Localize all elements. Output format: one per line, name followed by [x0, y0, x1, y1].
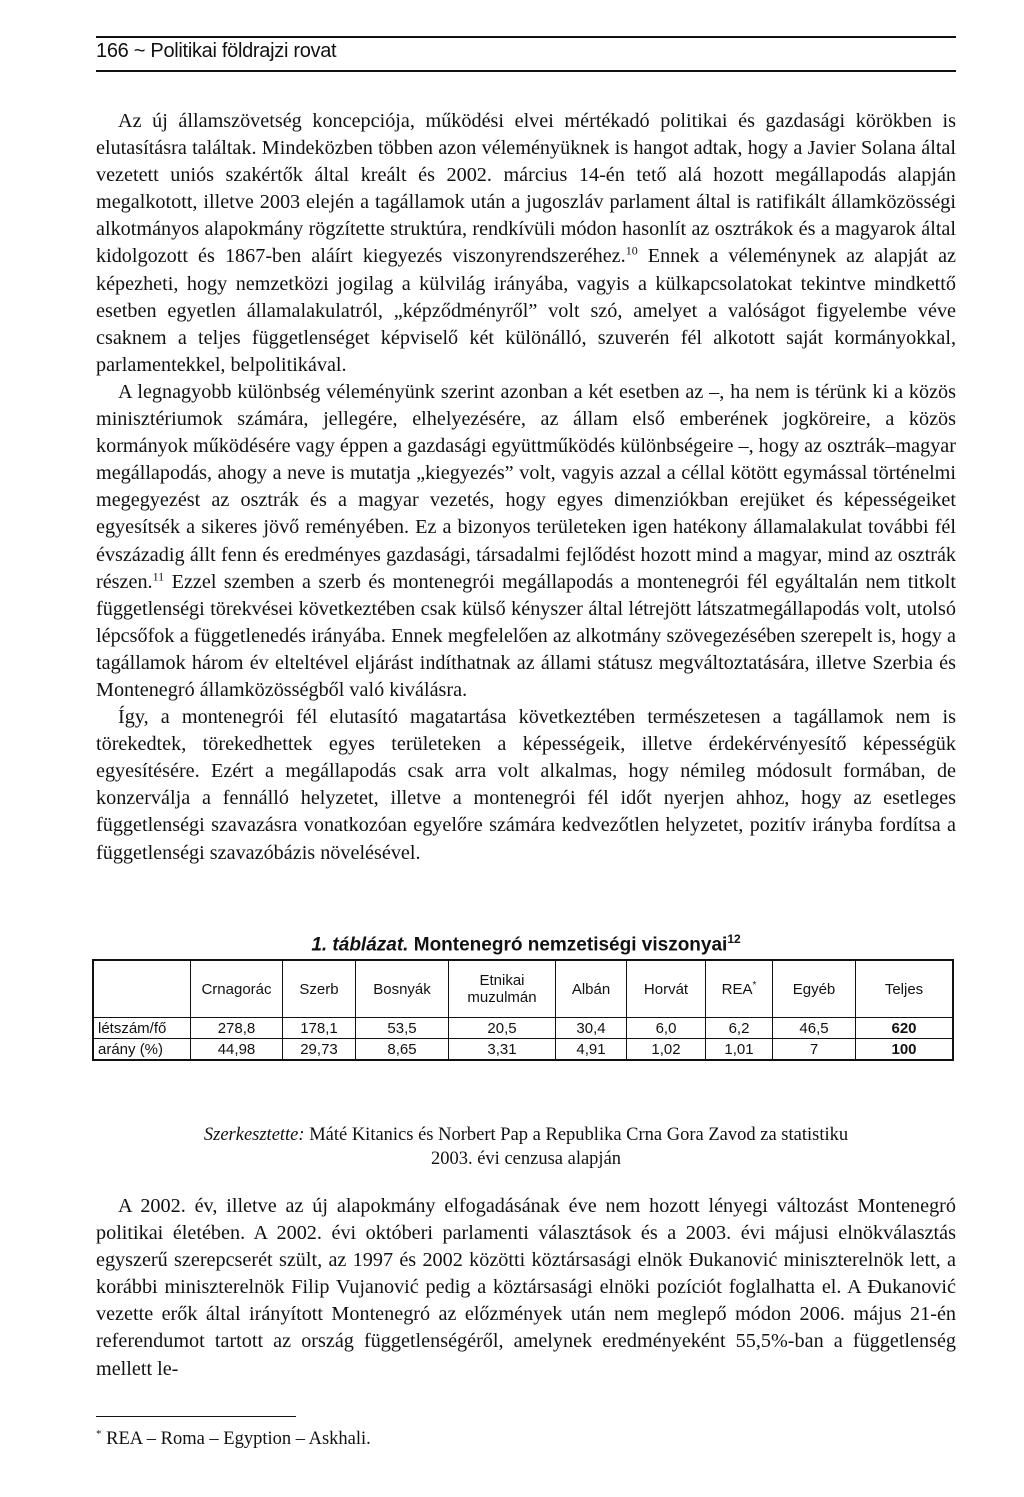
table-cell: 7 [773, 1039, 856, 1061]
table-title: 1. táblázat. Montenegró nemzetiségi viszonyai$^{12}$ [311, 932, 741, 956]
table-header-cell [93, 960, 191, 1018]
footnote-ref-11: 11 [152, 568, 165, 583]
table-cell: 53,5 [356, 1018, 449, 1039]
table-cell: 6,0 [627, 1018, 706, 1039]
table-header-cell: Szerb [283, 960, 356, 1018]
table-header-cell: Egyéb [773, 960, 856, 1018]
table-cell: 278,8 [191, 1018, 283, 1039]
paragraph-3: Így, a montenegrói fél elutasító magatartása következtében természetesen a tagállamok nem is törekedtek, törekedhettek egyes területeken a képességeik, illetve érdekérvényesítő képességük egyesítésére. Ezért a megállapodás csak arra volt alkalmas, hogy némileg módosult formában, de konzerválja a fennálló helyzetet, illetve a montenegrói fél időt nyerjen ahhoz, hogy az esetleges függetlenségi szavazásra vonatkozóan egyelőre számára kedvezőtlen helyzetet, pozitív irányba fordítsa a függetlenségi szavazóbázis növelésével. [96, 706, 956, 864]
header-separator: ~ [133, 40, 146, 62]
table-cell: 3,31 [449, 1039, 556, 1061]
paragraph-4: A 2002. év, illetve az új alapokmány elfogadásának éve nem hozott lényegi változást Montenegró politikai életében. A 2002. évi októberi parlamenti választások és a 2003. évi májusi elnökválasztás egyszerű szerepcserét szült, az 1997 és 2002 közötti köztársasági elnök Đukanović miniszterelnök lett, a korábbi miniszterelnök Filip Vujanović pedig a köztársasági elnöki pozíciót foglalhatta el. A Đukanović vezette erők által irányított Montenegró az előzmények után nem meglepő módon 2006. május 21-én referendumot tartott az ország függetlenségéről, amelynek eredményeként 55,5%-ban a függetlenség mellett le- [96, 1195, 956, 1380]
main-text-continued [96, 1193, 956, 1383]
table-header-cell: Crnagorác [191, 960, 283, 1018]
table-cell-total: 100 [856, 1039, 954, 1061]
footnote-rule [96, 1416, 296, 1417]
table-cell: 178,1 [283, 1018, 356, 1039]
table-header-cell: Horvát [627, 960, 706, 1018]
table-cell: 29,73 [283, 1039, 356, 1061]
table-header-row [93, 960, 953, 1018]
table-header-cell: REA* [706, 960, 773, 1018]
table-cell: 1,02 [627, 1039, 706, 1061]
header-top-rule [96, 36, 956, 38]
table-row [93, 1018, 953, 1039]
footnote-ref-10: 10 [625, 243, 638, 258]
table-cell: 30,4 [556, 1018, 627, 1039]
table-cell: 46,5 [773, 1018, 856, 1039]
row-label: létszám/fő [93, 1018, 191, 1039]
paragraph-1: Az új államszövetség koncepciója, működési elvei mértékadó politikai és gazdasági körökben is elutasításra találtak. Mindeközben többen azon véleményüknek is hangot adtak, hogy a Javier Solana által vezetett uniós szakértők által kreált és 2002. március 14-én tető alá hozott megállapodás alapján megalkotott, illetve 2003 elején a tagállamok után a jugoszláv parlament által is ratifikált államközösségi alkotmányos alapokmány rögzítette struktúra, rendkívüli módon hasonlít az osztrákok és a magyarok által kidolgozott és 1867-ben aláírt kiegyezés viszonyrendszeréhez.$^{10}$ Ennek a véleménynek az alapját az képezheti, hogy nemzetközi jogilag a külvilág irányába, vagyis a külkapcsolatokat tekintve mindkettő esetben egyetlen államalakulatról, „képződményről” volt szó, amelyet a valóságot figyelembe véve csaknem a teljes függetlenséget képviselő két különálló, szuverén fél alkotott saját kormányokkal, parlamentekkel, belpolitikával. [96, 110, 956, 376]
table-cell: 8,65 [356, 1039, 449, 1061]
table-cell: 6,2 [706, 1018, 773, 1039]
page-number: 166 [96, 40, 129, 62]
table-source: Szerkesztette: Máté Kitanics és Norbert Pap a Republika Crna Gora Zavod za statistiku 2003. évi cenzusa alapján [203, 1125, 849, 1169]
table-header-cell: Bosnyák [356, 960, 449, 1018]
table-header-cell: Teljes [856, 960, 954, 1018]
row-label: arány (%) [93, 1039, 191, 1061]
footnote-ref-12: 12 [727, 932, 741, 946]
table-cell: 44,98 [191, 1039, 283, 1061]
footnote: * REA – Roma – Egyption – Askhali. [96, 1428, 371, 1450]
section-title: Politikai földrajzi rovat [150, 40, 337, 62]
ethnicity-table [92, 959, 954, 1061]
paragraph-2: A legnagyobb különbség véleményünk szerint azonban a két esetben az –, ha nem is térünk ki a közös minisztériumok számára, jellegére, elhelyezésére, az állam első emberének jogköreire, a közös kormányok működésére vagy éppen a gazdasági együttműködés különbségeire –, hogy az osztrák–magyar megállapodás, ahogy a neve is mutatja „kiegyezés” volt, vagyis azzal a céllal kötött egymással történelmi megegyezést az osztrák és a magyar vezetés, hogy egyes dimenziókban erejüket és képességeiket egyesítsék a sikeres jövő reményében. Ez a bizonyos területeken igen hatékony államalakulat további fél évszázadig állt fenn és eredményes gazdasági, társadalmi fejlődést hozott mind a magyar, mind az osztrák részen.$^{11}$ Ezzel szemben a szerb és montenegrói megállapodás a montenegrói fél egyáltalán nem titkolt függetlenségi törekvései következtében csak külső kényszer által létrejött látszatmegállapodás volt, utolsó lépcsőfok a függetlenedés irányába. Ennek megfelelően az alkotmány szövegezésében szerepelt is, hogy a tagállamok három év elteltével eljárást indíthatnak az állami státusz megváltoztatására, illetve Szerbia és Montenegró államközösségből való kiválásra. [96, 380, 956, 701]
table-row [93, 1039, 953, 1061]
running-header [96, 40, 956, 63]
header-bottom-rule [96, 70, 956, 72]
table-header-cell: Etnikai muzulmán [449, 960, 556, 1018]
table-cell: 4,91 [556, 1039, 627, 1061]
table-cell: 20,5 [449, 1018, 556, 1039]
table-cell: 1,01 [706, 1039, 773, 1061]
table-cell-total: 620 [856, 1018, 954, 1039]
table-header-cell: Albán [556, 960, 627, 1018]
main-text [96, 108, 956, 867]
